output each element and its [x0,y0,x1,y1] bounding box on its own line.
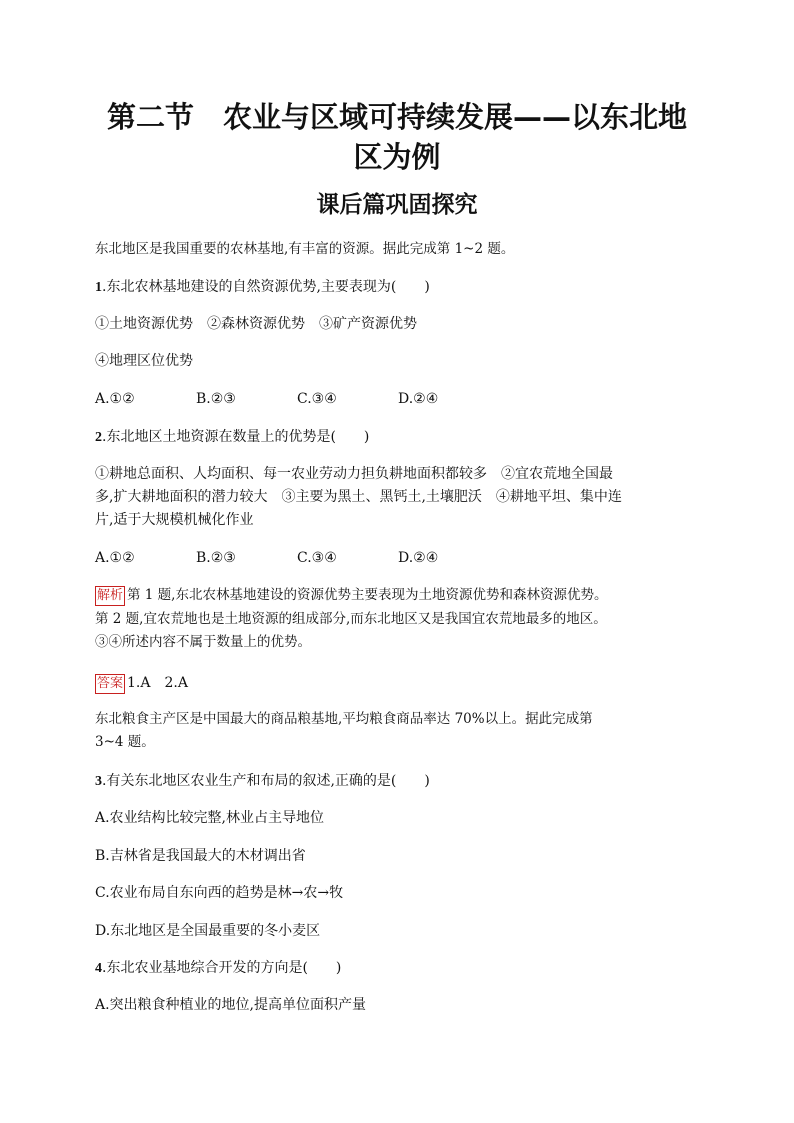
option-c: C.③④ [297,391,337,407]
page-title-continued: 区为例 [353,140,441,174]
option-a: A.①② [95,550,135,566]
answer-text: 1.A 2.A [127,675,188,691]
answer-tag: 答案 [95,674,125,694]
question-text: .东北农业基地综合开发的方向是( ) [102,960,342,976]
question-2-items-cont: 多,扩大耕地面积的潜力较大 ③主要为黑土、黑钙土,土壤肥沃 ④耕地平坦、集中连 [95,489,622,505]
question-3-option-c: C.农业布局自东向西的趋势是林→农→牧 [95,885,344,901]
question-1-stem [95,276,705,299]
question-text: .有关东北地区农业生产和布局的叙述,正确的是( ) [102,773,430,789]
question-3-option-d: D.东北地区是全国最重要的冬小麦区 [95,923,321,939]
question-4-option-a: A.突出粮食种植业的地位,提高单位面积产量 [95,997,367,1013]
analysis-line-1 [95,584,705,607]
question-1-items: ①土地资源优势 ②森林资源优势 ③矿产资源优势 [95,316,417,332]
question-3-stem [95,770,705,793]
option-c: C.③④ [297,550,337,566]
question-1-items-cont: ④地理区位优势 [95,353,193,369]
analysis-text: 第 1 题,东北农林基地建设的资源优势主要表现为土地资源优势和森林资源优势。 [127,587,608,603]
question-number: 2 [95,430,102,445]
option-b: B.②③ [196,550,236,566]
question-number: 1 [95,280,102,295]
question-2-options [95,547,705,569]
question-2-items: ①耕地总面积、人均面积、每一农业劳动力担负耕地面积都较多 ②宜农荒地全国最 [95,466,613,482]
option-d: D.②④ [398,391,439,407]
question-2-items-cont2: 片,适于大规模机械化作业 [95,512,254,528]
analysis-line-3: ③④所述内容不属于数量上的优势。 [95,634,311,650]
question-4-stem [95,957,705,980]
answer-line [95,672,705,694]
analysis-tag: 解析 [95,586,125,606]
question-text: .东北地区土地资源在数量上的优势是( ) [102,429,370,445]
question-text: .东北农林基地建设的自然资源优势,主要表现为( ) [102,279,430,295]
option-b: B.②③ [196,391,236,407]
question-3-option-a: A.农业结构比较完整,林业占主导地位 [95,810,325,826]
option-d: D.②④ [398,550,439,566]
question-number: 3 [95,774,102,789]
analysis-line-2: 第 2 题,宜农荒地也是土地资源的组成部分,而东北地区又是我国宜农荒地最多的地区。 [95,611,607,627]
option-a: A.①② [95,391,135,407]
question-1-options [95,388,705,410]
intro-text-2-cont: 3~4 题。 [95,734,155,750]
question-number: 4 [95,961,102,976]
question-2-stem [95,426,705,449]
section-subtitle: 课后篇巩固探究 [316,192,478,218]
question-3-option-b: B.吉林省是我国最大的木材调出省 [95,848,306,864]
intro-text-2: 东北粮食主产区是中国最大的商品粮基地,平均粮食商品率达 70%以上。据此完成第 [95,711,593,727]
page-title: 第二节 农业与区域可持续发展——以东北地 [106,100,687,134]
intro-text-1: 东北地区是我国重要的农林基地,有丰富的资源。据此完成第 1~2 题。 [95,241,515,257]
